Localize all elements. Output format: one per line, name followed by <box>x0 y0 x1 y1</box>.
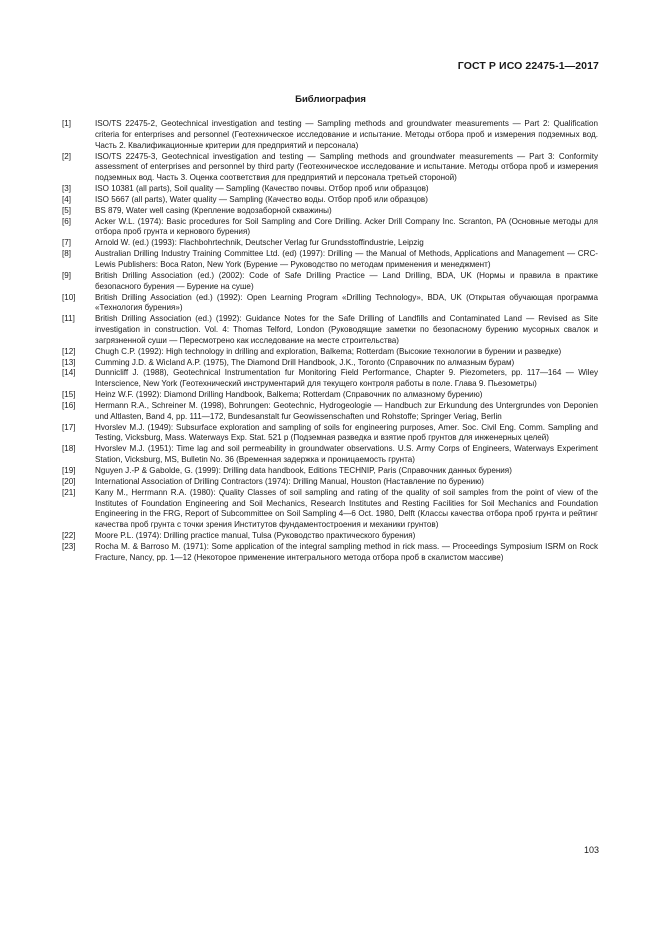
bibliography-entry <box>62 195 598 206</box>
entry-number: [12] <box>62 346 76 356</box>
entry-text: British Drilling Association (ed.) (2002): Code of Safe Drilling Practice — Land Drilling, BDA, UK (Нормы и правила в практике безопасного бурения — Бурение на суше) <box>95 270 598 291</box>
entry-text: International Association of Drilling Contractors (1974): Drilling Manual, Houston (Наставление по бурению) <box>95 476 484 486</box>
bibliography-entry <box>62 119 598 152</box>
bibliography-entry <box>62 488 598 531</box>
entry-number: [5] <box>62 205 71 215</box>
entry-number: [23] <box>62 541 76 551</box>
entry-text: British Drilling Association (ed.) (1992): Open Learning Program «Drilling Technology», BDA, UK (Открытая обучающая программа «Технология бурения») <box>95 292 598 313</box>
entry-number: [13] <box>62 357 76 367</box>
bibliography-entry <box>62 271 598 293</box>
entry-number: [7] <box>62 238 71 248</box>
entry-text: Moore P.L. (1974): Drilling practice manual, Tulsa (Руководство практического бурения) <box>95 531 416 541</box>
bibliography-entry <box>62 368 598 390</box>
entry-text: British Drilling Association (ed.) (1992): Guidance Notes for the Safe Drilling of Landfills and Contaminated Land — Revised as Site investigation in construction. Vol. 4: Thomas Telford, London (Руководящие заметки по безопасному бурению мусорных свалок и загрязненной суши — Пересмотрено как исследование на месте строительства) <box>95 314 598 345</box>
entry-number: [1] <box>62 119 71 128</box>
bibliography-entry <box>62 444 598 466</box>
bibliography-entry <box>62 401 598 423</box>
bibliography-entry <box>62 477 598 488</box>
bibliography-entry <box>62 206 598 217</box>
bibliography-entry <box>62 152 598 185</box>
entry-number: [10] <box>62 292 76 302</box>
bibliography-entry <box>62 314 598 347</box>
entry-number: [20] <box>62 476 76 486</box>
entry-text: Heinz W.F. (1992): Diamond Drilling Handbook, Balkema; Rotterdam (Справочник по алмазному бурению) <box>95 390 483 400</box>
entry-number: [6] <box>62 216 71 226</box>
entry-text: Chugh C.P. (1992): High technology in drilling and exploration, Balkema; Rotterdam (Высокие технологии в бурении и разведке) <box>95 346 562 356</box>
entry-text: Arnold W. (ed.) (1993): Flachbohrtechnik, Deutscher Verlag fur Grundsstoffindustrie, Leipzig <box>95 238 424 248</box>
entry-number: [17] <box>62 422 76 432</box>
bibliography-entry <box>62 184 598 195</box>
entry-number: [18] <box>62 444 76 454</box>
entry-number: [14] <box>62 368 76 378</box>
page-number: 103 <box>583 845 599 855</box>
bibliography-list <box>62 119 598 564</box>
bibliography-entry <box>62 347 598 358</box>
entry-text: ISO 10381 (all parts), Soil quality — Sampling (Качество почвы. Отбор проб или образцов) <box>95 184 429 194</box>
entry-number: [15] <box>62 390 76 400</box>
entry-text: BS 879, Water well casing (Крепление водозаборной скважины) <box>95 205 332 215</box>
entry-text: Hermann R.A., Schreiner M. (1998), Bohrungen: Geotechnic, Hydrogeologie — Handbuch zur Erkundung des Untergrundes von Deponien und Altlasten, Band 4, pp. 111—172, Bundesanstalt fur Geowissenschaften und Rohstoffe; Springer Veriag, Berlin <box>95 400 598 421</box>
entry-number: [22] <box>62 531 76 541</box>
entry-number: [9] <box>62 270 71 280</box>
entry-number: [19] <box>62 466 76 475</box>
entry-text: Australian Drilling Industry Training Committee Ltd. (ed) (1997): Drilling — the Manual of Methods, Applications and Management — CRC-Lewis Publishers: Boca Raton, New York (Бурение — Руководство по методам применения и менеджмент) <box>95 249 598 269</box>
bibliography-title: Библиография <box>295 94 366 105</box>
entry-text: ISO 5667 (all parts), Water quality — Sampling (Качество воды. Отбор проб или образцов) <box>95 194 428 204</box>
bibliography-entry <box>62 249 598 271</box>
bibliography-entry <box>62 217 598 239</box>
bibliography-entry <box>62 358 598 369</box>
entry-number: [11] <box>62 314 75 324</box>
entry-number: [3] <box>62 184 71 194</box>
bibliography-entry <box>62 238 598 249</box>
entry-text: Rocha M. & Barroso M. (1971): Some application of the integral sampling method in rick mass. — Proceedings Symposium ISRM on Rock Fracture, Nancy, pp. 1—12 (Некоторое применение интегрального метода отбора проб в скалистом массиве) <box>95 541 598 562</box>
bibliography-entry <box>62 542 598 564</box>
document-id: ГОСТ Р ИСО 22475-1—2017 <box>457 60 599 72</box>
entry-text: Cumming J.D. & Wicland A.P. (1975), The Diamond Drill Handbook, J.K., Toronto (Справочник по алмазным бурам) <box>95 357 515 367</box>
entry-number: [16] <box>62 400 76 410</box>
entry-text: ISO/TS 22475-2, Geotechnical investigation and testing — Sampling methods and groundwater measurements — Part 2: Qualification criteria for enterprises and personnel (Геотехническое исследование и испытание. Методы отбора проб и измерения подземных вод. Часть 2. Квалификационные критерии для предприятий и персонала) <box>95 119 598 150</box>
entry-text: ISO/TS 22475-3, Geotechnical investigation and testing — Sampling methods and groundwater measurements — Part 3: Conformity assessment of enterprises and personnel by third party (Геотехническое исследование и испытание. Методы отбора проб и измерения подземных вод. Часть 3. Оценка соответствия для предприятий и персонала третьей стороной) <box>95 151 598 183</box>
entry-text: Hvorslev M.J. (1949): Subsurface exploration and sampling of soils for engineering purposes, Amer. Soc. Civil Eng. Comm. Sampling and Testing, Vicksburg, Mass. Waterways Exp. Stat. 521 p (Подземная разведка и взятие проб грунтов для инженерных целей) <box>95 422 598 443</box>
entry-text: Acker W.L. (1974): Basic procedures for Soil Sampling and Core Drilling. Acker Drill Company Inc. Scranton, PA (Основные методы для отбора проб грунта и кернового бурения) <box>95 216 598 237</box>
bibliography-entry <box>62 531 598 542</box>
entry-number: [8] <box>62 249 71 259</box>
entry-number: [4] <box>62 194 71 204</box>
entry-number: [2] <box>62 151 71 161</box>
bibliography-entry <box>62 466 598 477</box>
entry-text: Kany M., Herrmann R.A. (1980): Quality Classes of soil sampling and rating of the quality of soil samples from the point of view of the Institutes of Foundation Engineering and Soil Mechanics, Research Institutes and Resting Facilities for Soil Mechanics and Foundation Engineering in the FRG, Report of Subcommittee on Soil Sampling 4—6 Oct. 1980, Delft (Классы качества отбора проб грунта и рейтинг качества проб грунта с точки зрения Институтов фундаментостроения и механики грунтов) <box>95 487 598 530</box>
entry-number: [21] <box>62 487 76 497</box>
entry-text: Dunnicliff J. (1988), Geotechnical Instrumentation fur Monitoring Field Performance, Chapter 9. Piezometers, pp. 117—164 — Wiley Interscience, New York (Геотехнический инструментарий для текущего контроля работы в поле. Глава 9. Пьезометры) <box>95 368 598 389</box>
bibliography-entry <box>62 423 598 445</box>
bibliography-entry <box>62 390 598 401</box>
bibliography-entry <box>62 293 598 315</box>
entry-text: Hvorslev M.J. (1951): Time lag and soil permeability in groundwater observations. U.S. Army Corps of Engineers, Waterways Experiment Station, Vicksburg, MS, Bulletin No. 36 (Временная задержка и проницаемость грунта) <box>95 444 598 465</box>
entry-text: Nguyen J.-P & Gabolde, G. (1999): Drilling data handbook, Editions TECHNIP, Paris (Справочник данных бурения) <box>95 466 512 475</box>
